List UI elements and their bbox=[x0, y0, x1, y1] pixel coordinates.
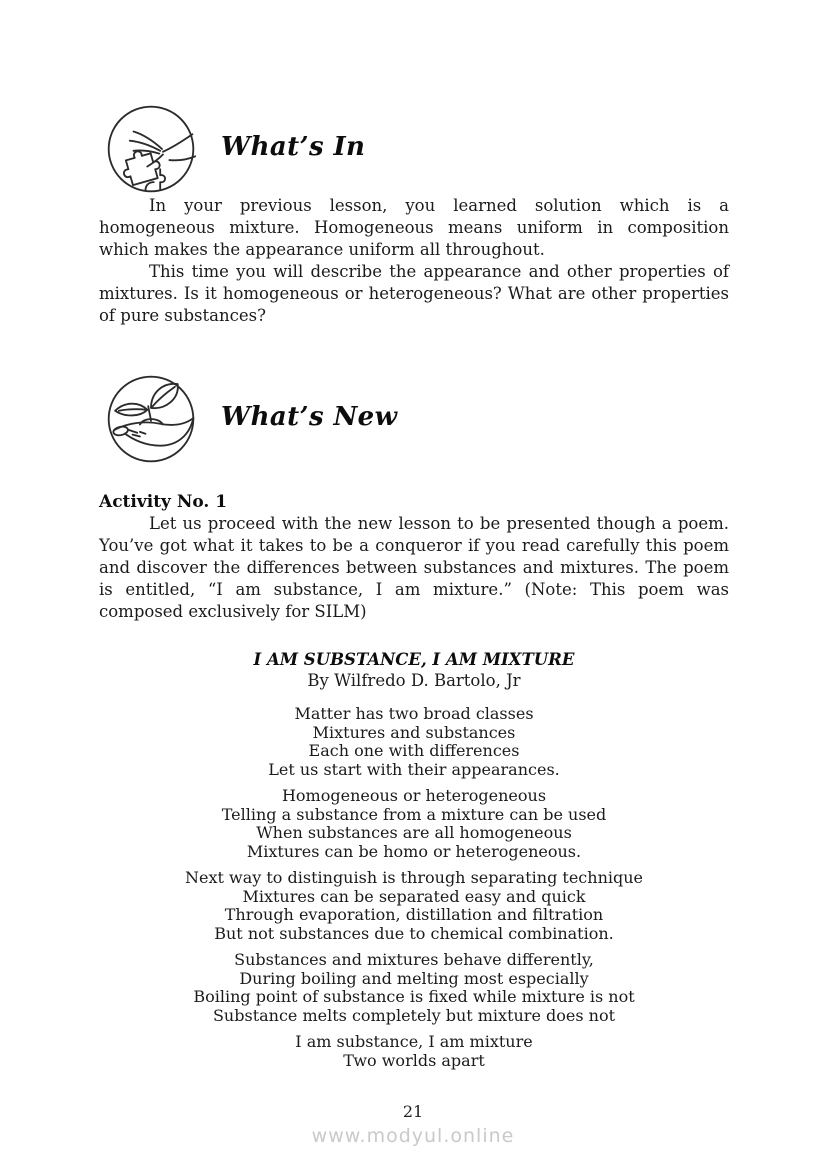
poem-body bbox=[99, 705, 729, 1070]
poem-stanza-1 bbox=[99, 705, 729, 779]
poem-line: Telling a substance from a mixture can be used bbox=[221, 804, 607, 824]
poem-line: Matter has two broad classes bbox=[294, 704, 534, 723]
poem-line: Each one with differences bbox=[308, 741, 520, 760]
whats-in-header bbox=[105, 103, 729, 195]
poem-line: Homogeneous or heterogeneous bbox=[281, 786, 547, 805]
page-footer bbox=[0, 1101, 826, 1147]
poem-line: But not substances due to chemical combination. bbox=[214, 923, 614, 943]
whats-new-title: What’s New bbox=[221, 402, 398, 432]
poem-stanza-4 bbox=[99, 951, 729, 1025]
poem-line: Next way to distinguish is through separating technique bbox=[185, 868, 643, 887]
poem-line: Substances and mixtures behave differently, bbox=[234, 950, 594, 969]
whats-in-paragraph-1: In your previous lesson, you learned solution which is a homogeneous mixture. Homogeneous means uniform in composition which makes the appearance uniform all throughout. bbox=[99, 196, 729, 259]
poem-line: I am substance, I am mixture bbox=[295, 1032, 533, 1051]
poem-line: When substances are all homogeneous bbox=[256, 823, 572, 842]
poem-line: Mixtures can be homo or heterogeneous. bbox=[246, 841, 582, 861]
activity-heading: Activity No. 1 bbox=[99, 492, 228, 512]
poem-line: Substance melts completely but mixture does not bbox=[212, 1005, 616, 1025]
poem-stanza-2 bbox=[99, 787, 729, 861]
whats-in-paragraph-2: This time you will describe the appearance and other properties of mixtures. Is it homogeneous or heterogeneous? What are other properties of pure substances? bbox=[99, 262, 729, 325]
watermark: www.modyul.online bbox=[311, 1125, 515, 1147]
poem-line: Through evaporation, distillation and filtration bbox=[224, 905, 604, 924]
poem-line: Let us start with their appearances. bbox=[268, 759, 560, 779]
poem-line: During boiling and melting most especially bbox=[239, 968, 589, 988]
poem-stanza-3 bbox=[99, 869, 729, 943]
poem-byline: By Wilfredo D. Bartolo, Jr bbox=[307, 671, 521, 690]
poem bbox=[99, 649, 729, 1070]
poem-line: Mixtures can be separated easy and quick bbox=[242, 886, 586, 906]
poem-stanza-5 bbox=[99, 1033, 729, 1070]
whats-new-paragraph: Let us proceed with the new lesson to be presented though a poem. You’ve got what it takes to be a conqueror if you read carefully this poem and discover the differences between substances and mixtures. The poem is entitled, “I am substance, I am mixture.” (Note: This poem was composed exclusively for SILM) bbox=[99, 514, 729, 621]
poem-line: Two worlds apart bbox=[343, 1050, 485, 1070]
poem-line: Boiling point of substance is fixed while mixture is not bbox=[193, 987, 635, 1006]
whats-in-title: What’s In bbox=[221, 132, 366, 162]
hand-seedling-icon bbox=[105, 373, 197, 465]
hand-puzzle-icon bbox=[105, 103, 197, 195]
poem-title: I AM SUBSTANCE, I AM MIXTURE bbox=[253, 650, 575, 669]
page-number: 21 bbox=[402, 1102, 424, 1121]
whats-new-header bbox=[105, 373, 729, 465]
poem-line: Mixtures and substances bbox=[312, 722, 516, 742]
